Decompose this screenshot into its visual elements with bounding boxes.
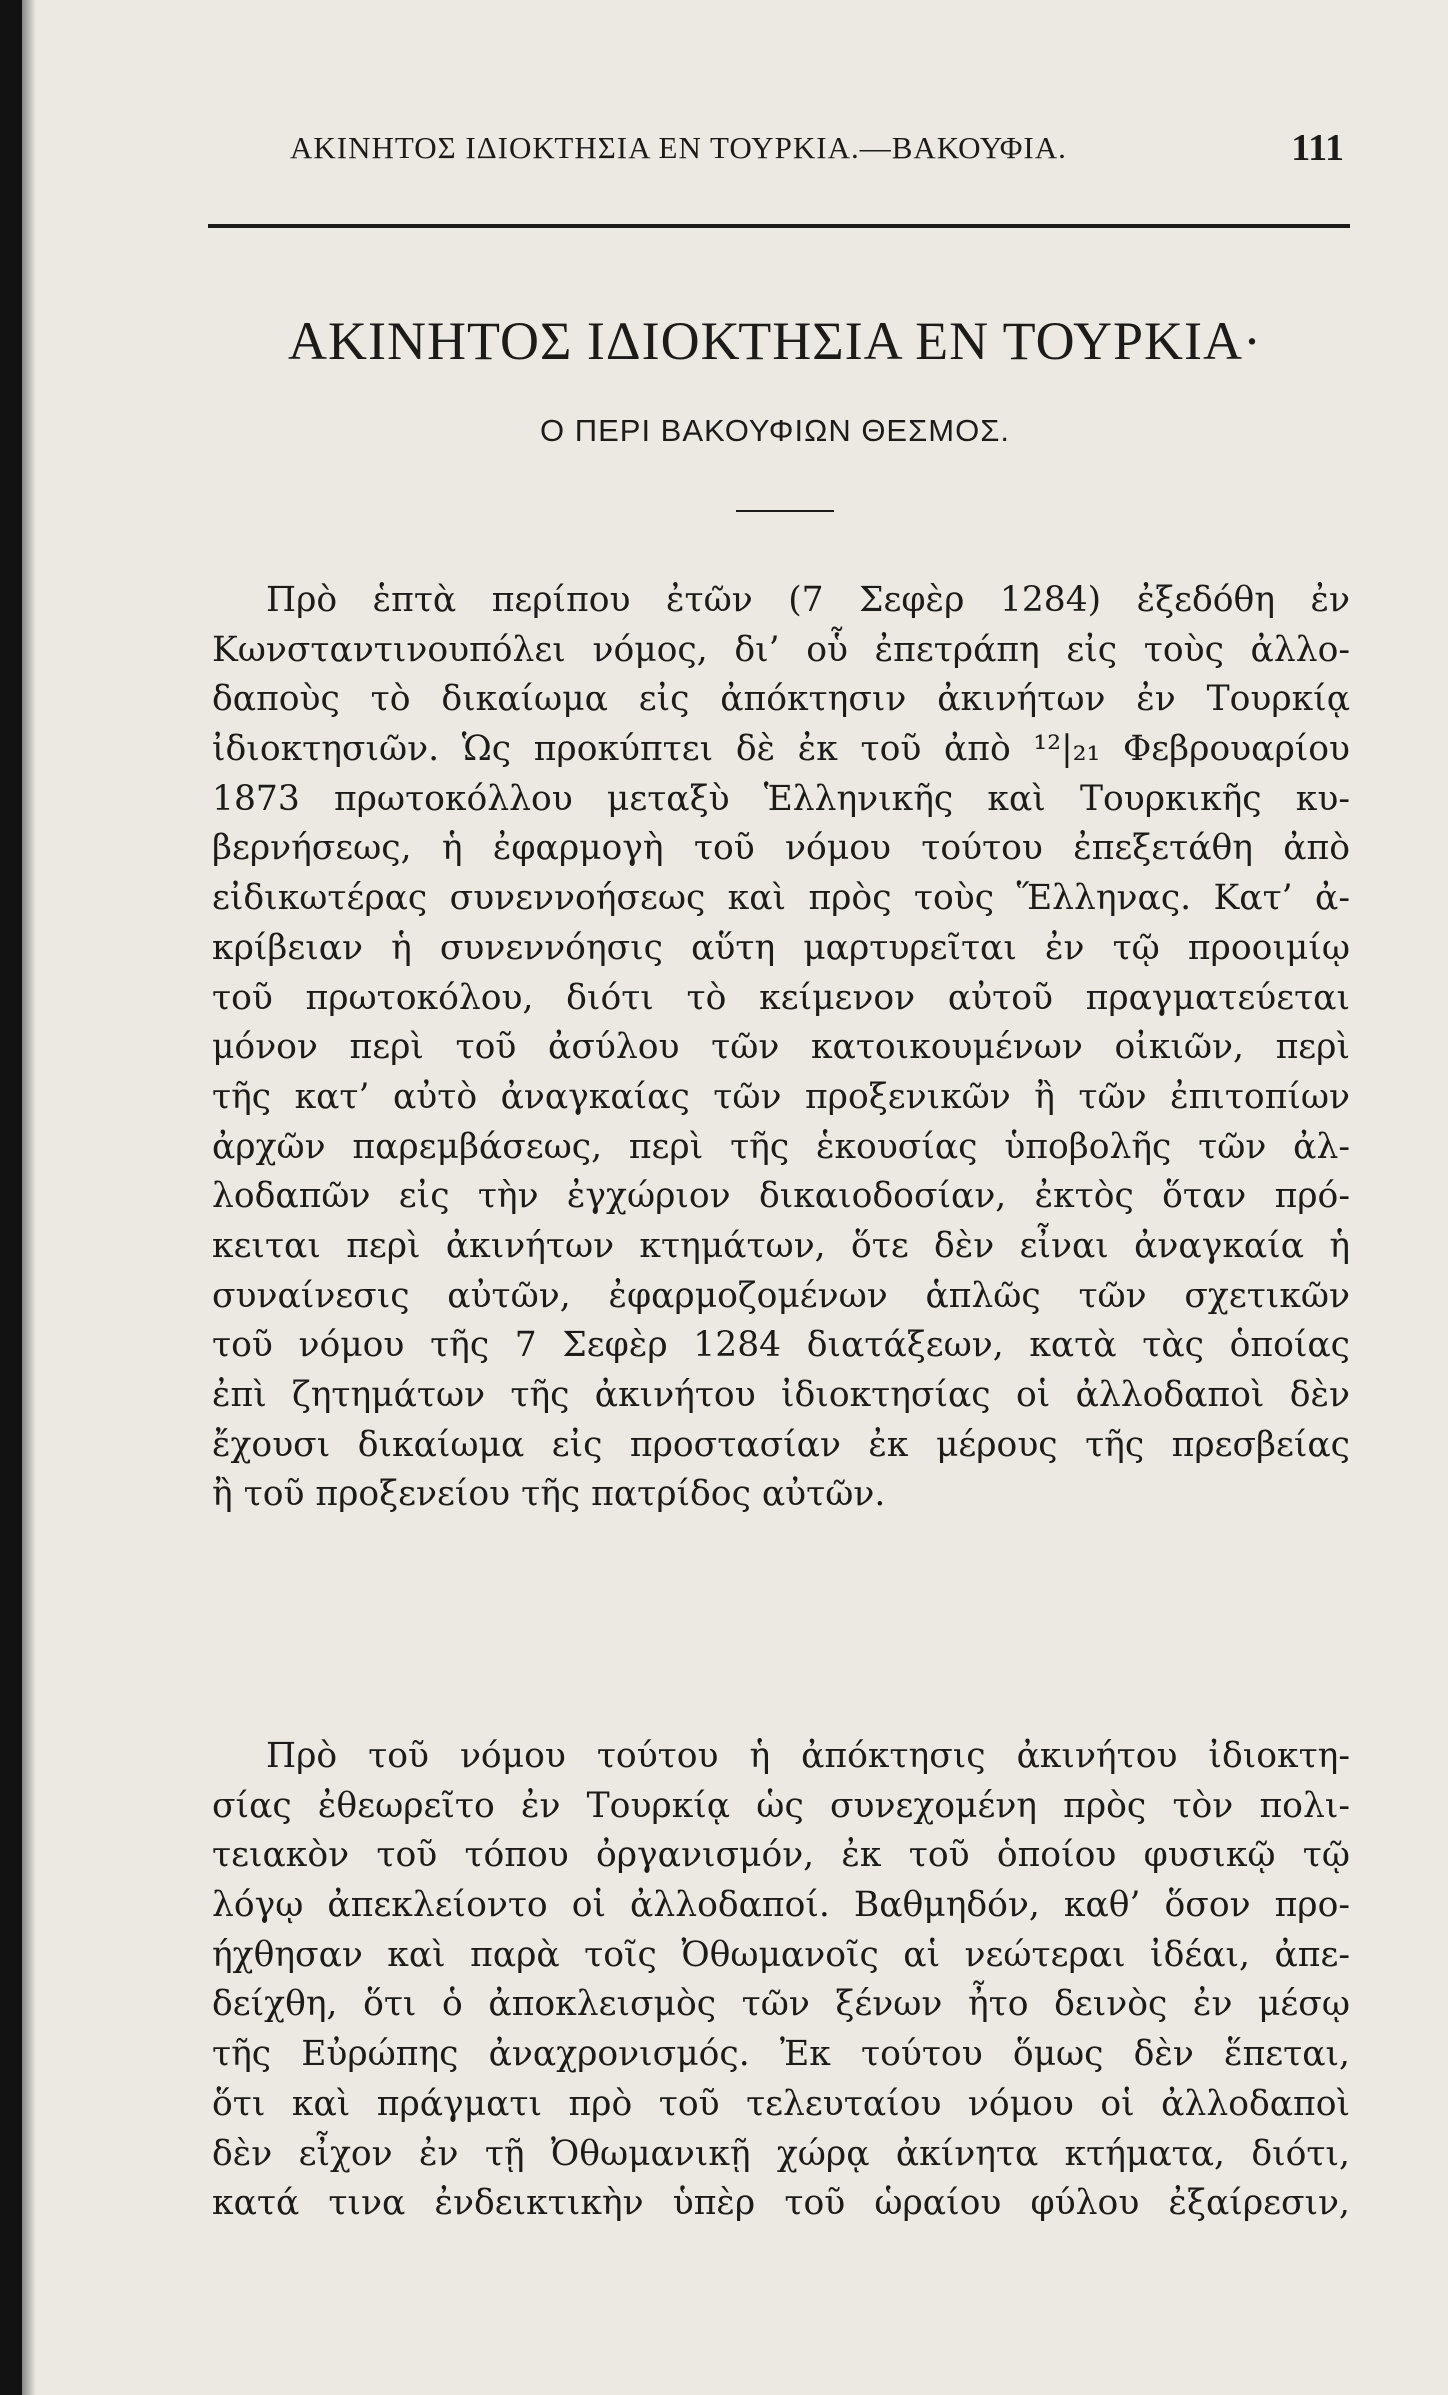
page-number: 111 <box>1291 127 1344 169</box>
text-line: τειακὸν τοῦ τόπου ὀργανισμόν, ἐκ τοῦ ὁποίου φυσικῷ τῷ <box>212 1835 1350 1876</box>
text-line: ὅτι καὶ πράγματι πρὸ τοῦ τελευταίου νόμου οἱ ἀλλοδαποὶ <box>212 2083 1350 2124</box>
text-line: τοῦ πρωτοκόλου, διότι τὸ κείμενον αὐτοῦ πραγματεύεται <box>212 977 1350 1018</box>
text-line: δαποὺς τὸ δικαίωμα εἰς ἀπόκτησιν ἀκινήτων ἐν Τουρκίᾳ <box>212 679 1350 720</box>
section-divider <box>736 510 834 512</box>
text-line: 1873 πρωτοκόλλου μεταξὺ Ἑλληνικῆς καὶ Τουρκικῆς κυ- <box>212 778 1350 819</box>
paragraph-1 <box>212 576 1350 1520</box>
text-line: ἐπὶ ζητημάτων τῆς ἀκινήτου ἰδιοκτησίας οἱ ἀλλοδαποὶ δὲν <box>212 1375 1350 1415</box>
text-line: κρίβειαν ἡ συνεννόησις αὕτη μαρτυρεῖται ἐν τῷ προοιμίῳ <box>212 927 1350 968</box>
text-line: κειται περὶ ἀκινήτων κτημάτων, ὅτε δὲν εἶναι ἀναγκαία ἡ <box>212 1225 1350 1266</box>
text-line: δὲν εἶχον ἐν τῇ Ὀθωμανικῇ χώρᾳ ἀκίνητα κτήματα, διότι, <box>212 2133 1350 2174</box>
text-line: Κωνσταντινουπόλει νόμος, δι’ οὗ ἐπετράπη εἰς τοὺς ἀλλο- <box>212 629 1350 670</box>
text-line: τῆς Εὐρώπης ἀναχρονισμός. Ἐκ τούτου ὅμως δὲν ἕπεται, <box>212 2034 1350 2075</box>
text-line: βερνήσεως, ἡ ἐφαρμογὴ τοῦ νόμου τούτου ἐπεξετάθη ἀπὸ <box>212 828 1350 869</box>
gutter-shadow <box>22 0 36 2395</box>
text-line: ἀρχῶν παρεμβάσεως, περὶ τῆς ἑκουσίας ὑποβολῆς τῶν ἀλ- <box>212 1126 1350 1167</box>
text-line: μόνον περὶ τοῦ ἀσύλου τῶν κατοικουμένων οἰκιῶν, περὶ <box>212 1027 1350 1068</box>
book-binding-edge <box>0 0 22 2395</box>
article-title: ΑΚΙΝΗΤΟΣ ΙΔΙΟΚΤΗΣΙΑ ΕΝ ΤΟΥΡΚΙΑ· <box>288 311 1262 371</box>
text-line: συναίνεσις αὐτῶν, ἐφαρμοζομένων ἁπλῶς τῶν σχετικῶν <box>212 1275 1350 1316</box>
text-line: εἰδικωτέρας συνεννοήσεως καὶ πρὸς τοὺς Ἕλληνας. Κατ’ ἀ- <box>212 878 1350 919</box>
running-head <box>290 124 1350 184</box>
paragraph-2 <box>212 1732 1350 2229</box>
text-line: τῆς κατ’ αὐτὸ ἀναγκαίας τῶν προξενικῶν ἢ τῶν ἐπιτοπίων <box>212 1076 1350 1117</box>
text-line: ἔχουσι δικαίωμα εἰς προστασίαν ἐκ μέρους τῆς πρεσβείας <box>212 1424 1350 1465</box>
text-line: τοῦ νόμου τῆς 7 Σεφὲρ 1284 διατάξεων, κατὰ τὰς ὁποίας <box>212 1325 1350 1366</box>
text-line: ἰδιοκτησιῶν. Ὡς προκύπτει δὲ ἐκ τοῦ ἀπὸ ¹²|₂₁ Φεβρουαρίου <box>212 729 1350 770</box>
running-title: ΑΚΙΝΗΤΟΣ ΙΔΙΟΚΤΗΣΙΑ ΕΝ ΤΟΥΡΚΙΑ.—ΒΑΚΟΥΦΙΑ. <box>290 130 1067 165</box>
header-rule <box>208 224 1350 228</box>
text-line: λόγῳ ἀπεκλείοντο οἱ ἀλλοδαποί. Βαθμηδόν, καθ’ ὅσον προ- <box>212 1885 1350 1926</box>
text-line: ήχθησαν καὶ παρὰ τοῖς Ὀθωμανοῖς αἱ νεώτεραι ἰδέαι, ἀπε- <box>212 1934 1350 1975</box>
text-line: λοδαπῶν εἰς τὴν ἐγχώριον δικαιοδοσίαν, ἐκτὸς ὅταν πρό- <box>212 1176 1350 1217</box>
text-line: Πρὸ τοῦ νόμου τούτου ἡ ἀπόκτησις ἀκινήτου ἰδιοκτη- <box>266 1736 1350 1776</box>
article-subtitle: Ο ΠΕΡΙ ΒΑΚΟΥΦΙΩΝ ΘΕΣΜΟΣ. <box>539 413 1010 448</box>
text-line: ἢ τοῦ προξενείου τῆς πατρίδος αὐτῶν. <box>212 1474 886 1515</box>
text-line: σίας ἐθεωρεῖτο ἐν Τουρκίᾳ ὡς συνεχομένη πρὸς τὸν πολι- <box>212 1785 1350 1826</box>
text-line: δείχθη, ὅτι ὁ ἀποκλεισμὸς τῶν ξένων ἦτο δεινὸς ἐν μέσῳ <box>212 1984 1350 2025</box>
text-line: Πρὸ ἑπτὰ περίπου ἐτῶν (7 Σεφὲρ 1284) ἐξεδόθη ἐν <box>266 580 1350 620</box>
text-line: κατά τινα ἐνδεικτικὴν ὑπὲρ τοῦ ὡραίου φύλου ἐξαίρεσιν, <box>212 2183 1350 2224</box>
